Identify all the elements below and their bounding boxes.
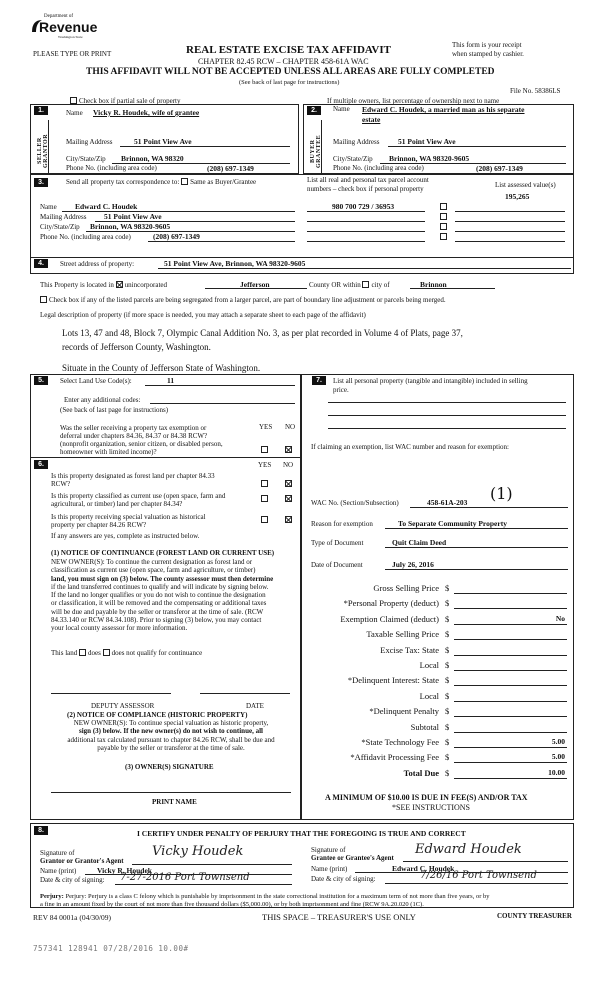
notice2-line: NEW OWNER(S): To continue special valuation as historic property, <box>73 719 269 727</box>
grantee-print-name[interactable]: Edward C. Houdek <box>392 864 455 873</box>
treasurer-space-label: THIS SPACE – TREASURER'S USE ONLY <box>262 912 416 922</box>
assessed-label: List assessed value(s) <box>495 181 556 189</box>
historic-question: Is this property receiving special valuation as historical <box>51 513 206 521</box>
exemption-question-1: Was the seller receiving a property tax exemption or <box>60 424 207 432</box>
dollar-sign: $ <box>445 583 450 593</box>
wac-annotation-text: (1) <box>490 484 513 503</box>
reason-label: Reason for exemption <box>311 520 373 528</box>
parcel-personal-checkbox-3[interactable] <box>440 223 447 230</box>
sec6-yes-header: YES <box>258 461 272 469</box>
document-date[interactable]: July 26, 2016 <box>392 560 434 569</box>
this-land-label: This land <box>51 649 78 657</box>
warning-text: THIS AFFIDAVIT WILL NOT BE ACCEPTED UNLESS ALL AREAS ARE FULLY COMPLETED <box>86 67 495 77</box>
fee-value[interactable]: No <box>555 613 565 623</box>
fee-row <box>305 614 571 629</box>
land-use-see-back: (See back of last page for instructions) <box>60 406 169 414</box>
correspondence-mailing-label: Mailing Address <box>40 213 87 221</box>
owner-signature-label: (3) OWNER(S) SIGNATURE <box>125 763 214 771</box>
dollar-sign: $ <box>445 690 450 701</box>
buyer-city[interactable]: Brinnon, WA 98320-9605 <box>389 154 470 163</box>
segregated-checkbox[interactable] <box>40 296 47 303</box>
send-correspondence <box>66 178 256 186</box>
assessed-value[interactable]: 195,265 <box>505 192 530 201</box>
grantor-date-city[interactable]: 7-27-2016 Port Townsend <box>120 872 250 883</box>
notice1-line: if the land transferred continues to qualify and will indicate by signing below. <box>51 582 269 591</box>
grantee-signature-of: Signature of <box>311 846 346 854</box>
document-type-label: Type of Document <box>311 539 364 547</box>
fee-value[interactable]: 5.00 <box>551 752 565 762</box>
fee-label: *Delinquent Interest: State <box>347 675 439 686</box>
does-label: does <box>88 649 101 657</box>
location-row <box>40 281 167 289</box>
partial-sale-label: Check box if partial sale of property <box>79 97 181 105</box>
same-as-buyer-label: Same as Buyer/Grantee <box>190 178 257 186</box>
please-type: PLEASE TYPE OR PRINT <box>33 50 112 58</box>
fee-row <box>305 660 571 675</box>
fee-label: Subtotal <box>410 721 439 732</box>
perjury-text: Perjury: Perjury is a class C felony which is punishable by imprisonment in the state correctional institution for a maximum term of not more than five years, or by <box>65 893 490 900</box>
fee-label: Gross Selling Price <box>373 583 439 593</box>
grantor-signature[interactable]: Vicky Houdek <box>152 844 244 859</box>
form-subtitle: CHAPTER 82.45 RCW – CHAPTER 458-61A WAC <box>198 57 369 66</box>
forest-yes-checkbox[interactable] <box>261 480 268 487</box>
exemption-question-2: deferral under chapters 84.36, 84.37 or 84.38 RCW? <box>60 432 208 440</box>
dollar-sign: $ <box>445 736 450 747</box>
section-2-number: 2. <box>307 106 321 115</box>
exemption-yes-checkbox[interactable] <box>261 446 268 453</box>
current-use-question: Is this property classified as current use (open space, farm and <box>51 492 226 500</box>
fee-row <box>305 583 571 598</box>
buyer-mailing-label: Mailing Address <box>333 138 380 146</box>
forest-question: Is this property designated as forest land per chapter 84.33 <box>51 472 215 480</box>
perjury-text-2: a fine in an amount fixed by the court of not more than five thousand dollars ($5,000.00), or by both imprisonment and fine (RCW 9A.20.020 (1C). <box>40 901 424 908</box>
buyer-mailing[interactable]: 51 Point View Ave <box>398 137 456 146</box>
correspondence-name[interactable]: Edward C. Houdek <box>75 202 138 211</box>
notice2-line: additional tax calculated pursuant to chapter 84.26 RCW, shall be due and <box>67 735 275 744</box>
current-use-no-checkbox[interactable] <box>285 495 292 502</box>
does-not-label: does not qualify for continuance <box>111 649 203 657</box>
segregated-label: Check box if any of the listed parcels are being segregated from a larger parcel, are part of boundary line adjustment or parcels being merged. <box>49 296 446 304</box>
section-7-number: 7. <box>312 376 326 385</box>
perjury-statement: Perjury: Perjury: Perjury is a class C felony which is punishable by imprisonment in the state correctional institution for a maximum term of not more than five years, or by <box>40 893 490 900</box>
continuance-row <box>51 649 202 657</box>
does-not-qualify-checkbox[interactable] <box>103 649 110 656</box>
minimum-due-note: A MINIMUM OF $10.00 IS DUE IN FEE(S) AND/OR TAX <box>325 793 528 802</box>
dollar-sign: $ <box>445 613 450 624</box>
grantee-date-city[interactable]: 7/26/16 Port Townsend <box>420 870 537 881</box>
logo-name: Revenue <box>39 19 98 35</box>
correspondence-phone[interactable]: (208) 697-1349 <box>153 232 200 241</box>
notice-continuance-title: (1) NOTICE OF CONTINUANCE (FOREST LAND OR CURRENT USE) <box>51 549 275 557</box>
grantor-date-city-label: Date & city of signing: <box>40 876 105 884</box>
grantor-name-print-label: Name (print) <box>40 867 77 875</box>
unincorporated-checkbox[interactable] <box>116 281 123 288</box>
fee-label: Taxable Selling Price <box>366 629 439 640</box>
correspondence-mailing[interactable]: 51 Point View Ave <box>104 212 162 221</box>
fee-label: *State Technology Fee <box>361 736 439 747</box>
fee-label: *Delinquent Penalty <box>369 706 439 717</box>
section-5-number: 5. <box>34 376 48 385</box>
dollar-sign: $ <box>445 675 450 686</box>
city-of-label: city of <box>371 281 390 289</box>
form-revision: REV 84 0001a (04/30/09) <box>33 913 111 922</box>
logo-department: Department of <box>44 14 74 19</box>
seller-mailing[interactable]: 51 Point View Ave <box>134 137 192 146</box>
seller-mailing-label: Mailing Address <box>66 138 113 146</box>
correspondence-city[interactable]: Brinnon, WA 98320-9605 <box>90 222 171 231</box>
notice1-line: NEW OWNER(S): To continue the current designation as forest land or <box>51 558 253 566</box>
seller-phone-label: Phone No. (including area code) <box>66 164 157 172</box>
fee-row <box>305 768 571 783</box>
section-1-number: 1. <box>34 106 48 115</box>
fee-value[interactable]: 5.00 <box>551 736 565 746</box>
notice-compliance-body <box>55 719 287 752</box>
parcel-list-label-2: numbers – check box if personal property <box>307 185 424 193</box>
form-title: REAL ESTATE EXCISE TAX AFFIDAVIT <box>186 44 391 56</box>
notice1-line: classification as current use (open space, farm and agriculture, or timber) <box>51 566 256 575</box>
notice1-line: land, you must sign on (3) below. The county assessor must then determine <box>51 574 274 583</box>
fee-row <box>305 629 571 644</box>
buyer-city-label: City/State/Zip <box>333 155 373 163</box>
send-label: Send all property tax correspondence to: <box>66 178 180 186</box>
parcel-list-label: List all real and personal tax parcel account <box>307 176 429 184</box>
fee-row <box>305 598 571 613</box>
current-use-question-2: agricultural, or timber) land per chapter 84.34? <box>51 500 183 508</box>
dollar-sign: $ <box>445 767 450 778</box>
fee-label: Local <box>419 659 439 670</box>
section-6-number: 6. <box>34 460 48 469</box>
notice-compliance-title: (2) NOTICE OF COMPLIANCE (HISTORIC PROPERTY) <box>67 711 248 719</box>
street-address[interactable]: 51 Point View Ave, Brinnon, WA 98320-9605 <box>164 259 306 268</box>
logo <box>30 14 98 40</box>
notice1-line: your local county assessor for more information. <box>51 624 188 633</box>
legal-description-line1[interactable]: Lots 13, 47 and 48, Block 7, Olympic Canal Addition No. 3, as per plat recorded in Volume 4 of Plats, page 37, <box>62 328 463 338</box>
fee-row <box>305 675 571 690</box>
buyer-phone-label: Phone No. (including area code) <box>333 164 424 172</box>
sec6-no-header: NO <box>283 461 294 469</box>
wac-label: WAC No. (Section/Subsection) <box>311 499 399 507</box>
file-no: File No. 58386LS <box>510 87 561 95</box>
legal-description-line2[interactable]: records of Jefferson County, Washington. <box>62 342 211 352</box>
seller-phone[interactable]: (208) 697-1349 <box>207 164 254 173</box>
parcel-number[interactable]: 980 700 729 / 36953 <box>332 202 395 211</box>
buyer-grantee-label: BUYER GRANTEE <box>310 134 322 168</box>
fee-value[interactable]: 10.00 <box>548 767 565 777</box>
dollar-sign: $ <box>445 629 450 640</box>
sec5-no-header: NO <box>285 423 296 431</box>
notice1-line: will be due and payable by the seller or transferor at the time of sale. (RCW <box>51 607 264 616</box>
legal-description-label: Legal description of property (if more space is needed, you may attach a separate sheet to each page of the affidavit) <box>40 311 366 319</box>
personal-property-label: List all personal property (tangible and intangible) included in selling <box>333 377 528 385</box>
fee-label: Total Due <box>403 767 439 778</box>
fee-row <box>305 691 571 706</box>
buyer-name-label: Name <box>333 105 350 113</box>
seller-name[interactable]: Vicky R. Houdek, wife of grantee <box>93 108 200 117</box>
grantee-name-print-label: Name (print) <box>311 865 348 873</box>
receipt-note: This form is your receipt <box>452 41 522 49</box>
dollar-sign: $ <box>445 752 450 763</box>
does-qualify-checkbox[interactable] <box>79 649 86 656</box>
grantor-signature-of: Signature of <box>40 849 75 857</box>
section-4-number: 4. <box>34 259 48 268</box>
fee-label: Exemption Claimed (deduct) <box>340 613 439 624</box>
fee-label: Excise Tax: State <box>380 644 439 655</box>
seller-grantor-label: SELLER GRANTOR <box>37 133 49 169</box>
fee-label: Local <box>419 690 439 701</box>
grantor-print-name[interactable]: Vicky R. Houdek <box>97 866 152 875</box>
wac-number[interactable]: 458-61A-203 <box>427 498 468 507</box>
correspondence-phone-label: Phone No. (including area code) <box>40 233 131 241</box>
city-row <box>309 281 390 289</box>
forest-question-2: RCW? <box>51 480 71 488</box>
fee-row <box>305 752 571 767</box>
current-use-yes-checkbox[interactable] <box>261 495 268 502</box>
dollar-sign: $ <box>445 706 450 717</box>
logo-state: Washington State <box>58 35 83 39</box>
land-use-code[interactable]: 11 <box>167 376 175 385</box>
notice2-line: payable by the seller or transferor at the time of sale. <box>97 743 245 752</box>
seller-city-label: City/State/Zip <box>66 155 106 163</box>
property-city[interactable]: Brinnon <box>420 280 447 289</box>
grantee-date-city-label: Date & city of signing: <box>311 875 376 883</box>
section-3-number: 3. <box>34 178 48 187</box>
wac-annotation <box>490 484 513 503</box>
see-back: (See back of last page for instructions) <box>239 79 340 86</box>
treasurer-stamp: 757341 128941 07/28/2016 10.00# <box>33 944 189 953</box>
county-name[interactable]: Jefferson <box>240 280 270 289</box>
receipt-note-2: when stamped by cashier. <box>452 50 524 58</box>
historic-question-2: property per chapter 84.26 RCW? <box>51 521 147 529</box>
situate-text[interactable]: Situate in the County of Jefferson State of Washington. <box>62 363 261 373</box>
claim-exemption-label: If claiming an exemption, list WAC number and reason for exemption: <box>311 443 509 451</box>
county-treasurer-label: COUNTY TREASURER <box>497 912 572 920</box>
deputy-assessor-label: DEPUTY ASSESSOR <box>91 702 155 710</box>
buyer-phone[interactable]: (208) 697-1349 <box>476 164 523 173</box>
personal-property-label-2: price. <box>333 386 349 394</box>
grantee-signature[interactable]: Edward Houdek <box>415 842 522 857</box>
notice1-line: 84.33.140 or RCW 84.34.108). Prior to signing (3) below, you may contact <box>51 616 262 625</box>
dollar-sign: $ <box>445 659 450 670</box>
buyer-name[interactable]: Edward C. Houdek, a married man as his separate <box>362 105 525 114</box>
certify-statement: I CERTIFY UNDER PENALTY OF PERJURY THAT THE FOREGOING IS TRUE AND CORRECT <box>137 829 466 838</box>
seller-name-label: Name <box>66 109 83 117</box>
city-checkbox[interactable] <box>362 281 369 288</box>
fee-row <box>305 737 571 752</box>
same-as-buyer-checkbox[interactable] <box>181 178 188 185</box>
street-address-label: Street address of property: <box>60 260 135 268</box>
if-yes-note: If any answers are yes, complete as instructed below. <box>51 532 200 540</box>
county-or-label: County OR within <box>309 281 361 289</box>
grantor-agent-label: Grantor or Grantor's Agent <box>40 857 124 865</box>
correspondence-name-label: Name <box>40 203 57 211</box>
historic-yes-checkbox[interactable] <box>261 516 268 523</box>
document-type[interactable]: Quit Claim Deed <box>392 538 447 547</box>
assessor-date-label: DATE <box>246 702 264 710</box>
located-label: This Property is located in <box>40 281 114 289</box>
notice1-line: If the land no longer qualifies or you do not wish to continue the designation <box>51 591 266 600</box>
forest-no-checkbox[interactable] <box>285 480 292 487</box>
additional-codes-label: Enter any additional codes: <box>64 396 141 404</box>
dollar-sign: $ <box>445 598 450 609</box>
document-date-label: Date of Document <box>311 561 363 569</box>
parcel-personal-checkbox-1[interactable] <box>440 203 447 210</box>
seller-city[interactable]: Brinnon, WA 98320 <box>121 154 184 163</box>
dollar-sign: $ <box>445 644 450 655</box>
parcel-personal-checkbox-2[interactable] <box>440 213 447 220</box>
parcel-personal-checkbox-4[interactable] <box>440 233 447 240</box>
exemption-reason[interactable]: To Separate Community Property <box>398 519 507 528</box>
multiple-owners-note: If multiple owners, list percentage of ownership next to name <box>327 97 500 105</box>
correspondence-city-label: City/State/Zip <box>40 223 80 231</box>
section-8-number: 8. <box>34 826 48 835</box>
unincorporated-label: unincorporated <box>124 281 168 289</box>
fee-table <box>305 583 571 783</box>
print-name-label: PRINT NAME <box>152 798 197 806</box>
exemption-question-3: (nonprofit organization, senior citizen, or disabled person, <box>60 440 223 448</box>
fee-label: *Personal Property (deduct) <box>343 598 439 609</box>
grantee-agent-label: Grantee or Grantee's Agent <box>311 854 394 862</box>
see-instructions: *SEE INSTRUCTIONS <box>392 803 471 812</box>
notice1-line: or classification, it will be removed and the compensating or additional taxes <box>51 599 267 608</box>
fee-row <box>305 706 571 721</box>
notice2-line: sign (3) below. If the new owner(s) do not wish to continue, all <box>79 727 263 736</box>
exemption-no-checkbox[interactable] <box>285 446 292 453</box>
fee-label: *Affidavit Processing Fee <box>350 752 439 763</box>
fee-row <box>305 645 571 660</box>
sec5-yes-header: YES <box>259 423 273 431</box>
exemption-question-4: homeowner with limited income)? <box>60 448 157 456</box>
dollar-sign: $ <box>445 721 450 732</box>
segregated-row <box>40 296 446 304</box>
notice-continuance-body <box>51 558 273 633</box>
buyer-name-line2[interactable]: estate <box>362 115 381 124</box>
fee-row <box>305 722 571 737</box>
land-use-label: Select Land Use Code(s): <box>60 377 132 385</box>
historic-no-checkbox[interactable] <box>285 516 292 523</box>
